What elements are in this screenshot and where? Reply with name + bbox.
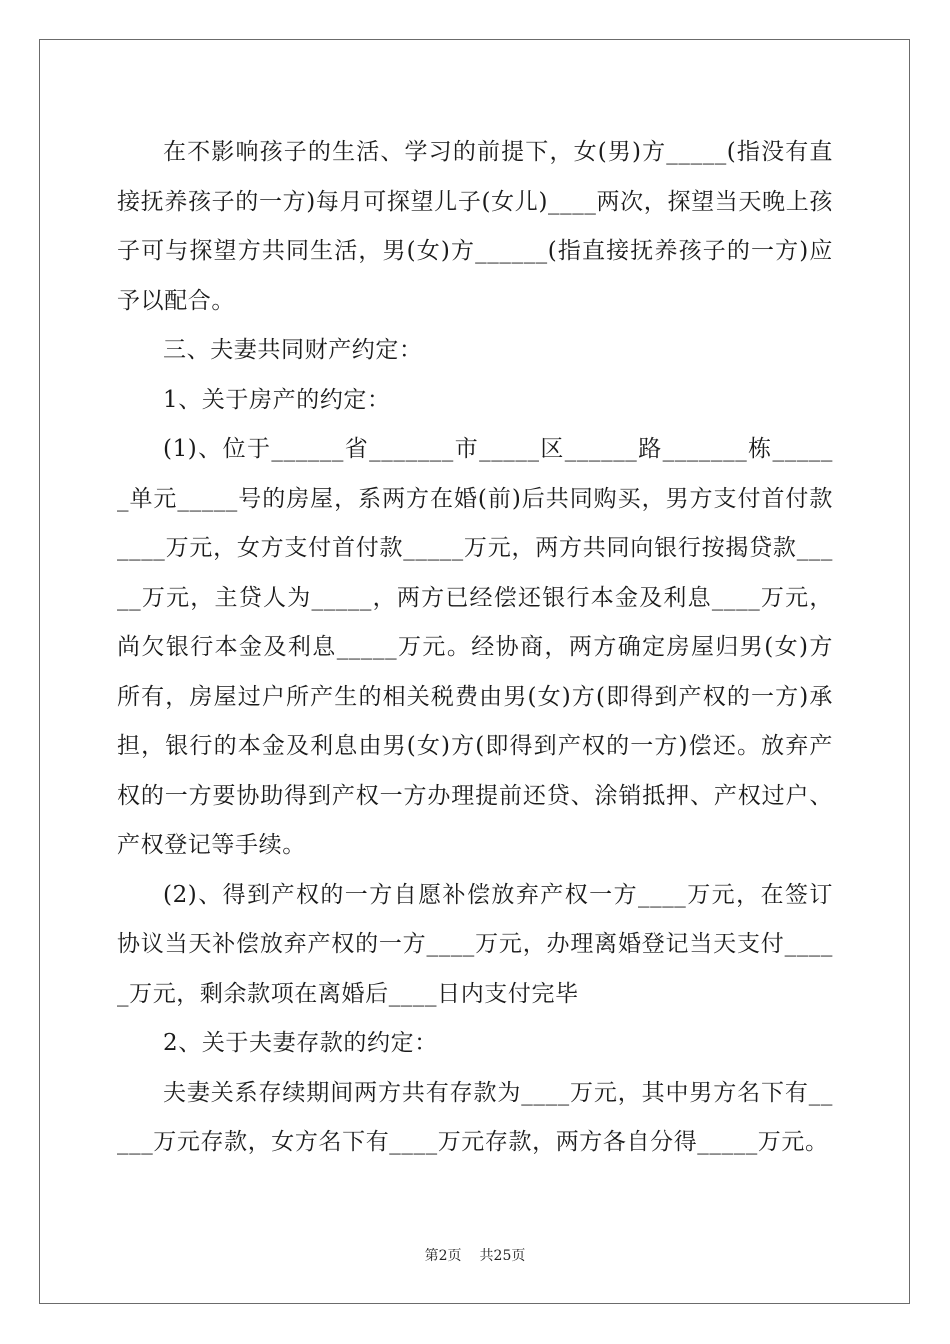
paragraph-visitation: 在不影响孩子的生活、学习的前提下，女(男)方_____(指没有直接抚养孩子的一方)每月可探望儿子(女儿)____两次，探望当天晚上孩子可与探望方共同生活，男(女)方______(指直接抚养孩子的一方)应予以配合。	[117, 139, 833, 314]
document-body	[117, 128, 833, 1168]
total-pages: 共25页	[479, 1248, 526, 1264]
paragraph-savings: 夫妻关系存续期间两方共有存款为____万元，其中男方名下有_____万元存款，女方名下有____万元存款，两方各自分得_____万元。	[117, 1079, 833, 1155]
heading-savings: 2、关于夫妻存款的约定：	[163, 1030, 438, 1056]
page-footer	[0, 1245, 950, 1265]
heading-joint-property: 三、夫妻共同财产约定：	[163, 337, 423, 363]
heading-real-estate: 1、关于房产的约定：	[163, 386, 391, 413]
paragraph-real-estate-2: (2)、得到产权的一方自愿补偿放弃产权一方____万元，在签订协议当天补偿放弃产权的一方____万元，办理离婚登记当天支付_____万元，剩余款项在离婚后____日内支付完毕	[117, 881, 833, 1007]
paragraph-real-estate-1: (1)、位于______省_______市_____区______路_______栋______单元_____号的房屋，系两方在婚(前)后共同购买，男方支付首付款____万元，女方支付首付款_____万元，两方共同向银行按揭贷款_____万元，主贷人为_____，两方已经偿还银行本金及利息____万元，尚欠银行本金及利息_____万元。经协商，两方确定房屋归男(女)方所有，房屋过户所产生的相关税费由男(女)方(即得到产权的一方)承担，银行的本金及利息由男(女)方(即得到产权的一方)偿还。放弃产权的一方要协助得到产权一方办理提前还贷、涂销抵押、产权过户、产权登记等手续。	[117, 436, 833, 858]
page-number: 第2页	[424, 1248, 462, 1264]
